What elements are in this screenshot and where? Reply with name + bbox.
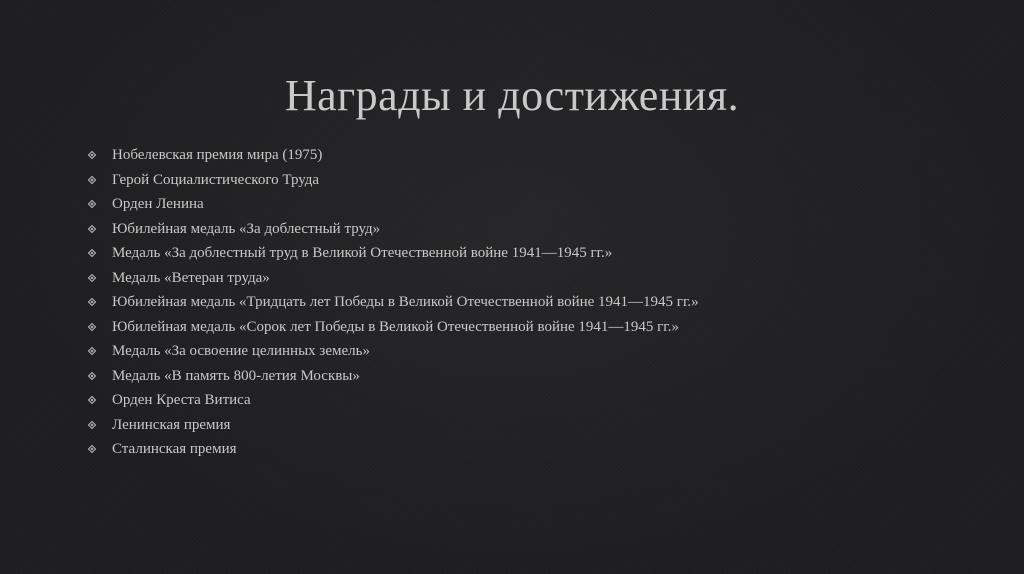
diamond-bullet-icon: [88, 225, 96, 233]
list-item-text: Нобелевская премия мира (1975): [112, 147, 323, 163]
list-item-text: Орден Креста Витиса: [112, 392, 251, 408]
diamond-bullet-icon: [88, 249, 96, 257]
diamond-bullet-icon: [88, 200, 96, 208]
list-item-text: Орден Ленина: [112, 196, 204, 212]
diamond-bullet-icon: [88, 151, 96, 159]
diamond-bullet-icon: [88, 274, 96, 282]
list-item-text: Юбилейная медаль «За доблестный труд»: [112, 220, 381, 237]
diamond-bullet-icon: [88, 176, 96, 184]
list-item-text: Сталинская премия: [112, 441, 237, 457]
list-item-text: Ленинская премия: [112, 416, 231, 433]
slide-title: Награды и достижения.: [284, 71, 740, 120]
list-item-text: Медаль «В память 800-летия Москвы»: [112, 367, 360, 384]
diamond-bullet-icon: [88, 445, 96, 453]
list-item-text: Юбилейная медаль «Сорок лет Победы в Великой Отечественной войне 1941—1945 гг.»: [112, 318, 680, 335]
list-item-text: Герой Социалистического Труда: [112, 171, 320, 188]
diamond-bullet-icon: [88, 323, 96, 331]
diamond-bullet-icon: [88, 298, 96, 306]
diamond-bullet-icon: [88, 396, 96, 404]
list-item-text: Медаль «За освоение целинных земель»: [112, 343, 370, 359]
diamond-bullet-icon: [88, 421, 96, 429]
list-item-text: Медаль «За доблестный труд в Великой Отечественной войне 1941—1945 гг.»: [112, 245, 613, 261]
diamond-bullet-icon: [88, 347, 96, 355]
list-item-text: Медаль «Ветеран труда»: [112, 269, 270, 286]
list-item-text: Юбилейная медаль «Тридцать лет Победы в Великой Отечественной войне 1941—1945 гг.»: [112, 294, 699, 310]
diamond-bullet-icon: [88, 372, 96, 380]
